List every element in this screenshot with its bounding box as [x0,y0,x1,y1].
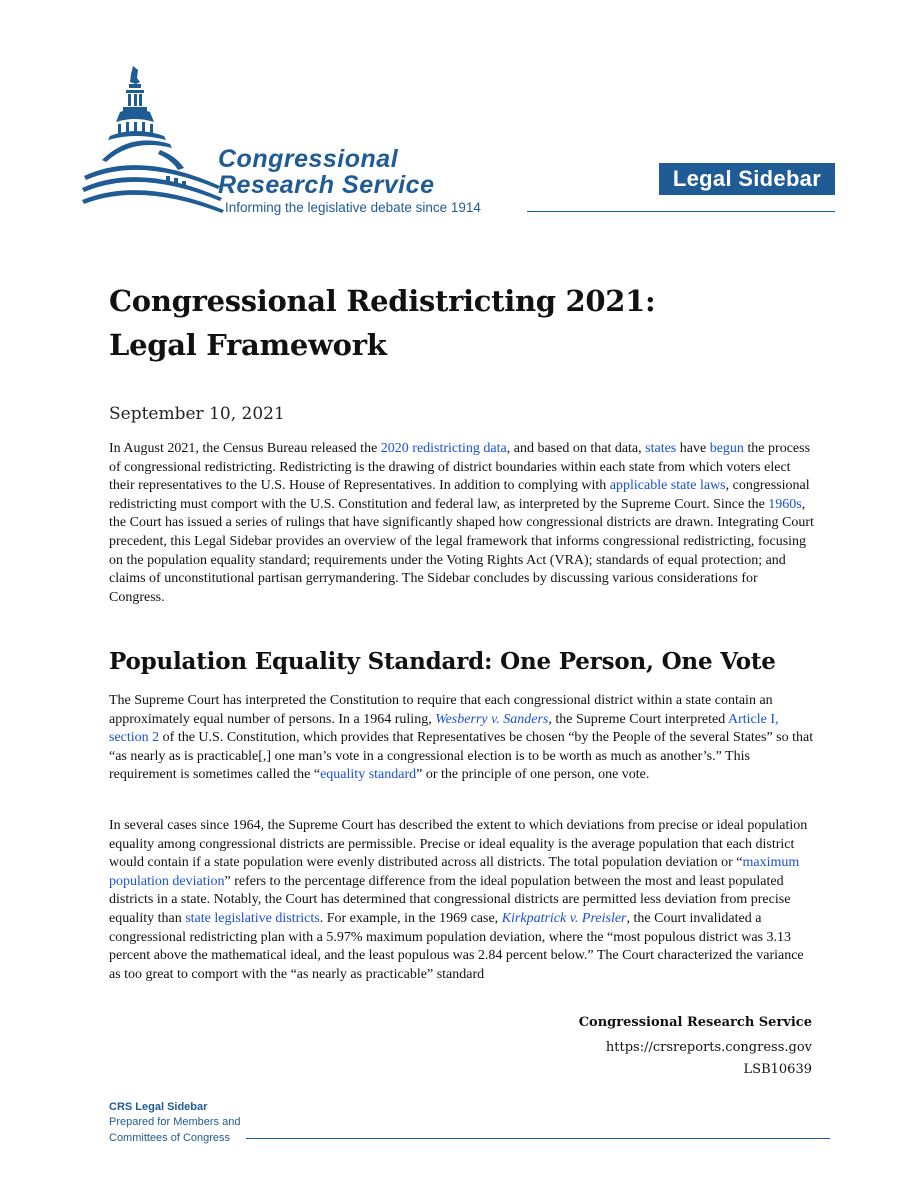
link-1960s[interactable]: 1960s [768,496,802,512]
text-run: , congressional redistricting must comport with the U.S. Constitution and federal law, as interpreted by the Supreme Court. Since the [109,478,810,512]
link-equality-standard[interactable]: equality standard [320,767,417,783]
document-title-line1: Congressional Redistricting 2021: [109,284,656,318]
document-title [109,279,655,367]
publication-date: September 10, 2021 [109,404,285,424]
text-run: ” refers to the percentage difference from the ideal population between the most and least populated districts in a state. Notably, the Court has determined that congressional districts are permitted less deviation from precise equality than [109,873,791,926]
text-run: The Supreme Court has interpreted the Constitution to require that each congressional district within a state contain an approximately equal number of persons. In a 1964 ruling, [109,693,773,727]
text-run: the process of congressional redistricting. Redistricting is the drawing of district boundaries within each state from which voters elect their representatives to the U.S. House of Representatives. In addition to complying with [109,441,811,494]
footer-divider [246,1138,830,1139]
legal-sidebar-badge: Legal Sidebar [659,163,835,195]
footer-prepared-for: Prepared for Members and [109,1116,241,1128]
text-run: . For example, in the 1969 case, [319,910,502,926]
org-tagline: Informing the legislative debate since 1914 [225,200,481,215]
link-2020-redistricting-data[interactable]: 2020 redistricting data [380,441,507,456]
link-article-i-section-2[interactable]: Article I, section 2 [109,711,779,746]
link-wesberry-v-sanders[interactable]: Wesberry v. Sanders [435,711,549,727]
text-run: , and based on that data, [506,441,646,456]
crs-capitol-dome-logo [80,64,230,224]
text-run: , the Court has issued a series of rulings that have significantly shaped how congressional districts are drawn. Integrating Court precedent, this Legal Sidebar provides an overview of the legal framework that informs congressional redistricting, focusing on the population equality standard; requirements under the Voting Rights Act (VRA); standards of equal protection; and claims of unconstitutional partisan gerrymandering. The Sidebar concludes by discussing various considerations for Congress. [109,496,814,605]
org-name-line1: Congressional [218,145,399,173]
footer-report-id: LSB10639 [743,1062,812,1077]
section-paragraph-1 [109,692,815,785]
link-applicable-state-laws[interactable]: applicable state laws [609,478,726,494]
section-paragraph-2 [109,817,815,984]
org-name-line2: Research Service [218,171,435,199]
text-run: , the Court invalidated a congressional redistricting plan with a 5.97% maximum population deviation, where the “most populous district was 3.13 percent above the mathematical ideal, and the least populous was 2.84 percent below.” The Court characterized the variance as too great to comport with the “as nearly as practicable” standard [109,910,804,982]
link-state-legislative-districts[interactable]: state legislative districts [185,910,320,926]
footer-url: https://crsreports.congress.gov [605,1040,812,1055]
link-begun[interactable]: begun [709,441,744,456]
document-title-line2: Legal Framework [109,328,387,362]
link-states[interactable]: states [645,441,677,456]
org-name [218,146,434,198]
link-kirkpatrick-v-preisler[interactable]: Kirkpatrick v. Preisler [501,910,627,926]
link-maximum-population-deviation[interactable]: maximum population deviation [109,855,800,889]
text-run: , the Supreme Court interpreted [548,711,728,727]
text-run: ” or the principle of one person, one vote. [416,767,650,783]
header-divider [527,211,835,212]
section-heading: Population Equality Standard: One Person, One Vote [109,648,776,675]
text-run: In several cases since 1964, the Supreme Court has described the extent to which deviations from precise or ideal population equality among congressional districts are permissible. Precise or ideal equality is the average population that each district would contain if a state population were evenly distributed across all districts. The total population deviation or “ [109,818,808,871]
text-run: of the U.S. Constitution, which provides that Representatives be chosen “by the People of the several States” so that “as nearly as is practicable[,] one man’s vote in a congressional election is to be worth as much as another’s.” This requirement is sometimes called the “ [109,730,814,783]
text-run: In August 2021, the Census Bureau released the [109,441,381,456]
footer-sidebar-label: CRS Legal Sidebar [109,1101,208,1113]
text-run: have [676,441,710,456]
footer-org-name: Congressional Research Service [578,1015,812,1030]
footer-committees: Committees of Congress [109,1132,231,1144]
intro-paragraph [109,440,815,607]
